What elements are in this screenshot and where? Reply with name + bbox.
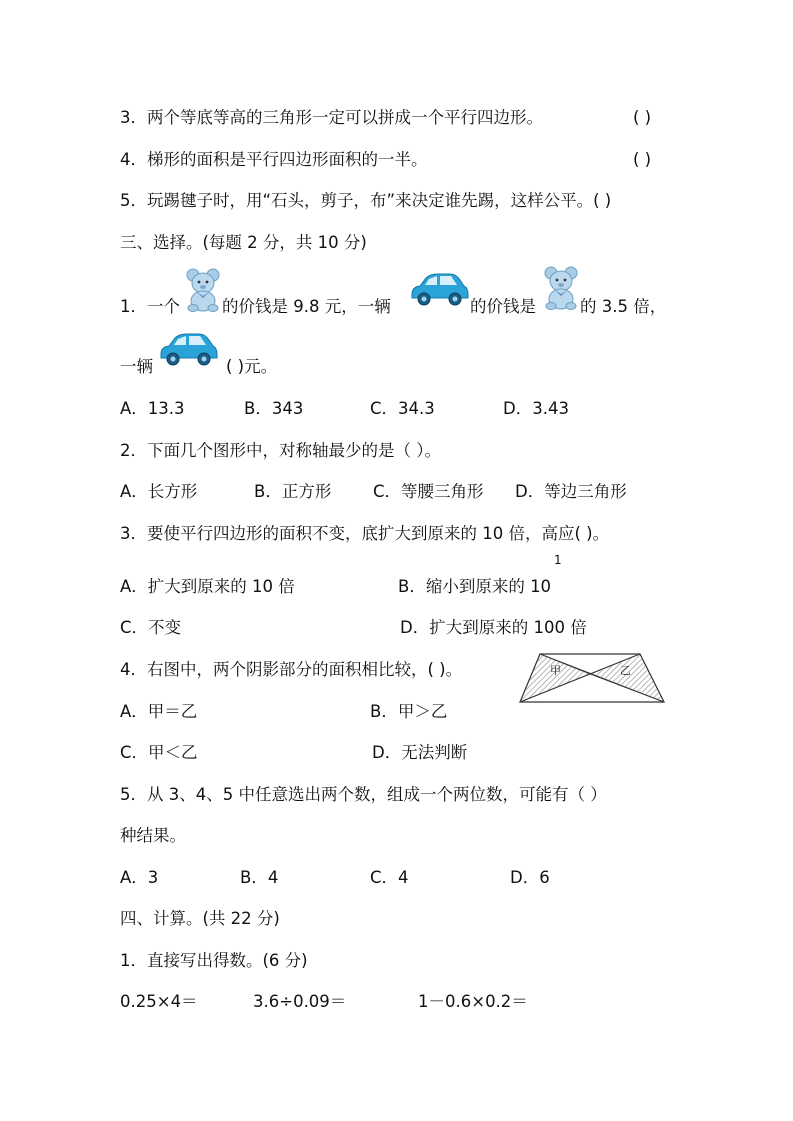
choice-q3: 3．要使平行四边形的面积不变，底扩大到原来的 10 倍，高应( )。	[120, 524, 610, 543]
figure-label-yi: 乙	[620, 664, 631, 677]
choice-q3-option-d[interactable]: D．扩大到原来的 100 倍	[400, 618, 587, 637]
choice-q2-option-b[interactable]: B．正方形	[254, 482, 332, 501]
section3-title: 三、选择。(每题 2 分，共 10 分)	[120, 233, 367, 252]
choice-q4-option-c[interactable]: C．甲＜乙	[120, 743, 198, 762]
choice-q2: 2．下面几个图形中，对称轴最少的是（ ）。	[120, 441, 441, 460]
choice-q1-part6: ( )元。	[226, 357, 278, 376]
choice-q1-option-a[interactable]: A．13.3	[120, 399, 185, 418]
calc-expr-1: 0.25×4＝	[120, 992, 198, 1011]
choice-q3-option-c[interactable]: C．不变	[120, 618, 182, 637]
choice-q1-part1: 1．一个	[120, 297, 180, 316]
trapezoid-figure	[518, 652, 666, 704]
teddy-bear-icon	[184, 268, 222, 312]
judge-q4: 4．梯形的面积是平行四边形面积的一半。	[120, 150, 428, 169]
judge-q3: 3．两个等底等高的三角形一定可以拼成一个平行四边形。	[120, 108, 543, 127]
choice-q2-option-d[interactable]: D．等边三角形	[515, 482, 627, 501]
section4-title: 四、计算。(共 22 分)	[120, 909, 280, 928]
choice-q4-option-a[interactable]: A．甲＝乙	[120, 702, 198, 721]
toy-car-icon	[157, 332, 219, 368]
choice-q5-option-c[interactable]: C．4	[370, 868, 409, 887]
choice-q4-option-d[interactable]: D．无法判断	[372, 743, 468, 762]
choice-q2-option-a[interactable]: A．长方形	[120, 482, 198, 501]
choice-q5-option-b[interactable]: B．4	[240, 868, 279, 887]
choice-q5-option-a[interactable]: A．3	[120, 868, 159, 887]
teddy-bear-icon	[542, 266, 580, 310]
fraction-numerator: 1	[554, 553, 562, 567]
choice-q4-option-b[interactable]: B．甲＞乙	[370, 702, 448, 721]
choice-q3-option-a[interactable]: A．扩大到原来的 10 倍	[120, 577, 295, 596]
choice-q1-option-d[interactable]: D．3.43	[503, 399, 569, 418]
choice-q3-option-b[interactable]: B．缩小到原来的 10	[398, 577, 552, 596]
choice-q5: 5．从 3、4、5 中任意选出两个数，组成一个两位数，可能有（ ）	[120, 785, 607, 804]
calc-q1: 1．直接写出得数。(6 分)	[120, 951, 308, 970]
calc-expr-3: 1－0.6×0.2＝	[418, 992, 528, 1011]
choice-q1-part4: 的 3.5 倍，	[580, 297, 667, 316]
judge-q4-answer-paren[interactable]: ( )	[633, 150, 652, 169]
choice-q1-part3: 的价钱是	[470, 297, 536, 316]
choice-q1-option-c[interactable]: C．34.3	[370, 399, 435, 418]
judge-q3-answer-paren[interactable]: ( )	[633, 108, 652, 127]
choice-q5-option-d[interactable]: D．6	[510, 868, 550, 887]
choice-q2-option-c[interactable]: C．等腰三角形	[373, 482, 484, 501]
choice-q5-cont: 种结果。	[120, 826, 186, 845]
toy-car-icon	[408, 272, 470, 308]
figure-label-jia: 甲	[550, 664, 561, 677]
choice-q1-part5: 一辆	[120, 357, 153, 376]
choice-q4: 4．右图中，两个阴影部分的面积相比较，( )。	[120, 660, 463, 679]
judge-q5: 5．玩踢毽子时，用“石头，剪子，布”来决定谁先踢，这样公平。( )	[120, 191, 612, 210]
calc-expr-2: 3.6÷0.09＝	[253, 992, 347, 1011]
choice-q1-option-b[interactable]: B．343	[244, 399, 304, 418]
choice-q1-part2: 的价钱是 9.8 元，一辆	[222, 297, 391, 316]
